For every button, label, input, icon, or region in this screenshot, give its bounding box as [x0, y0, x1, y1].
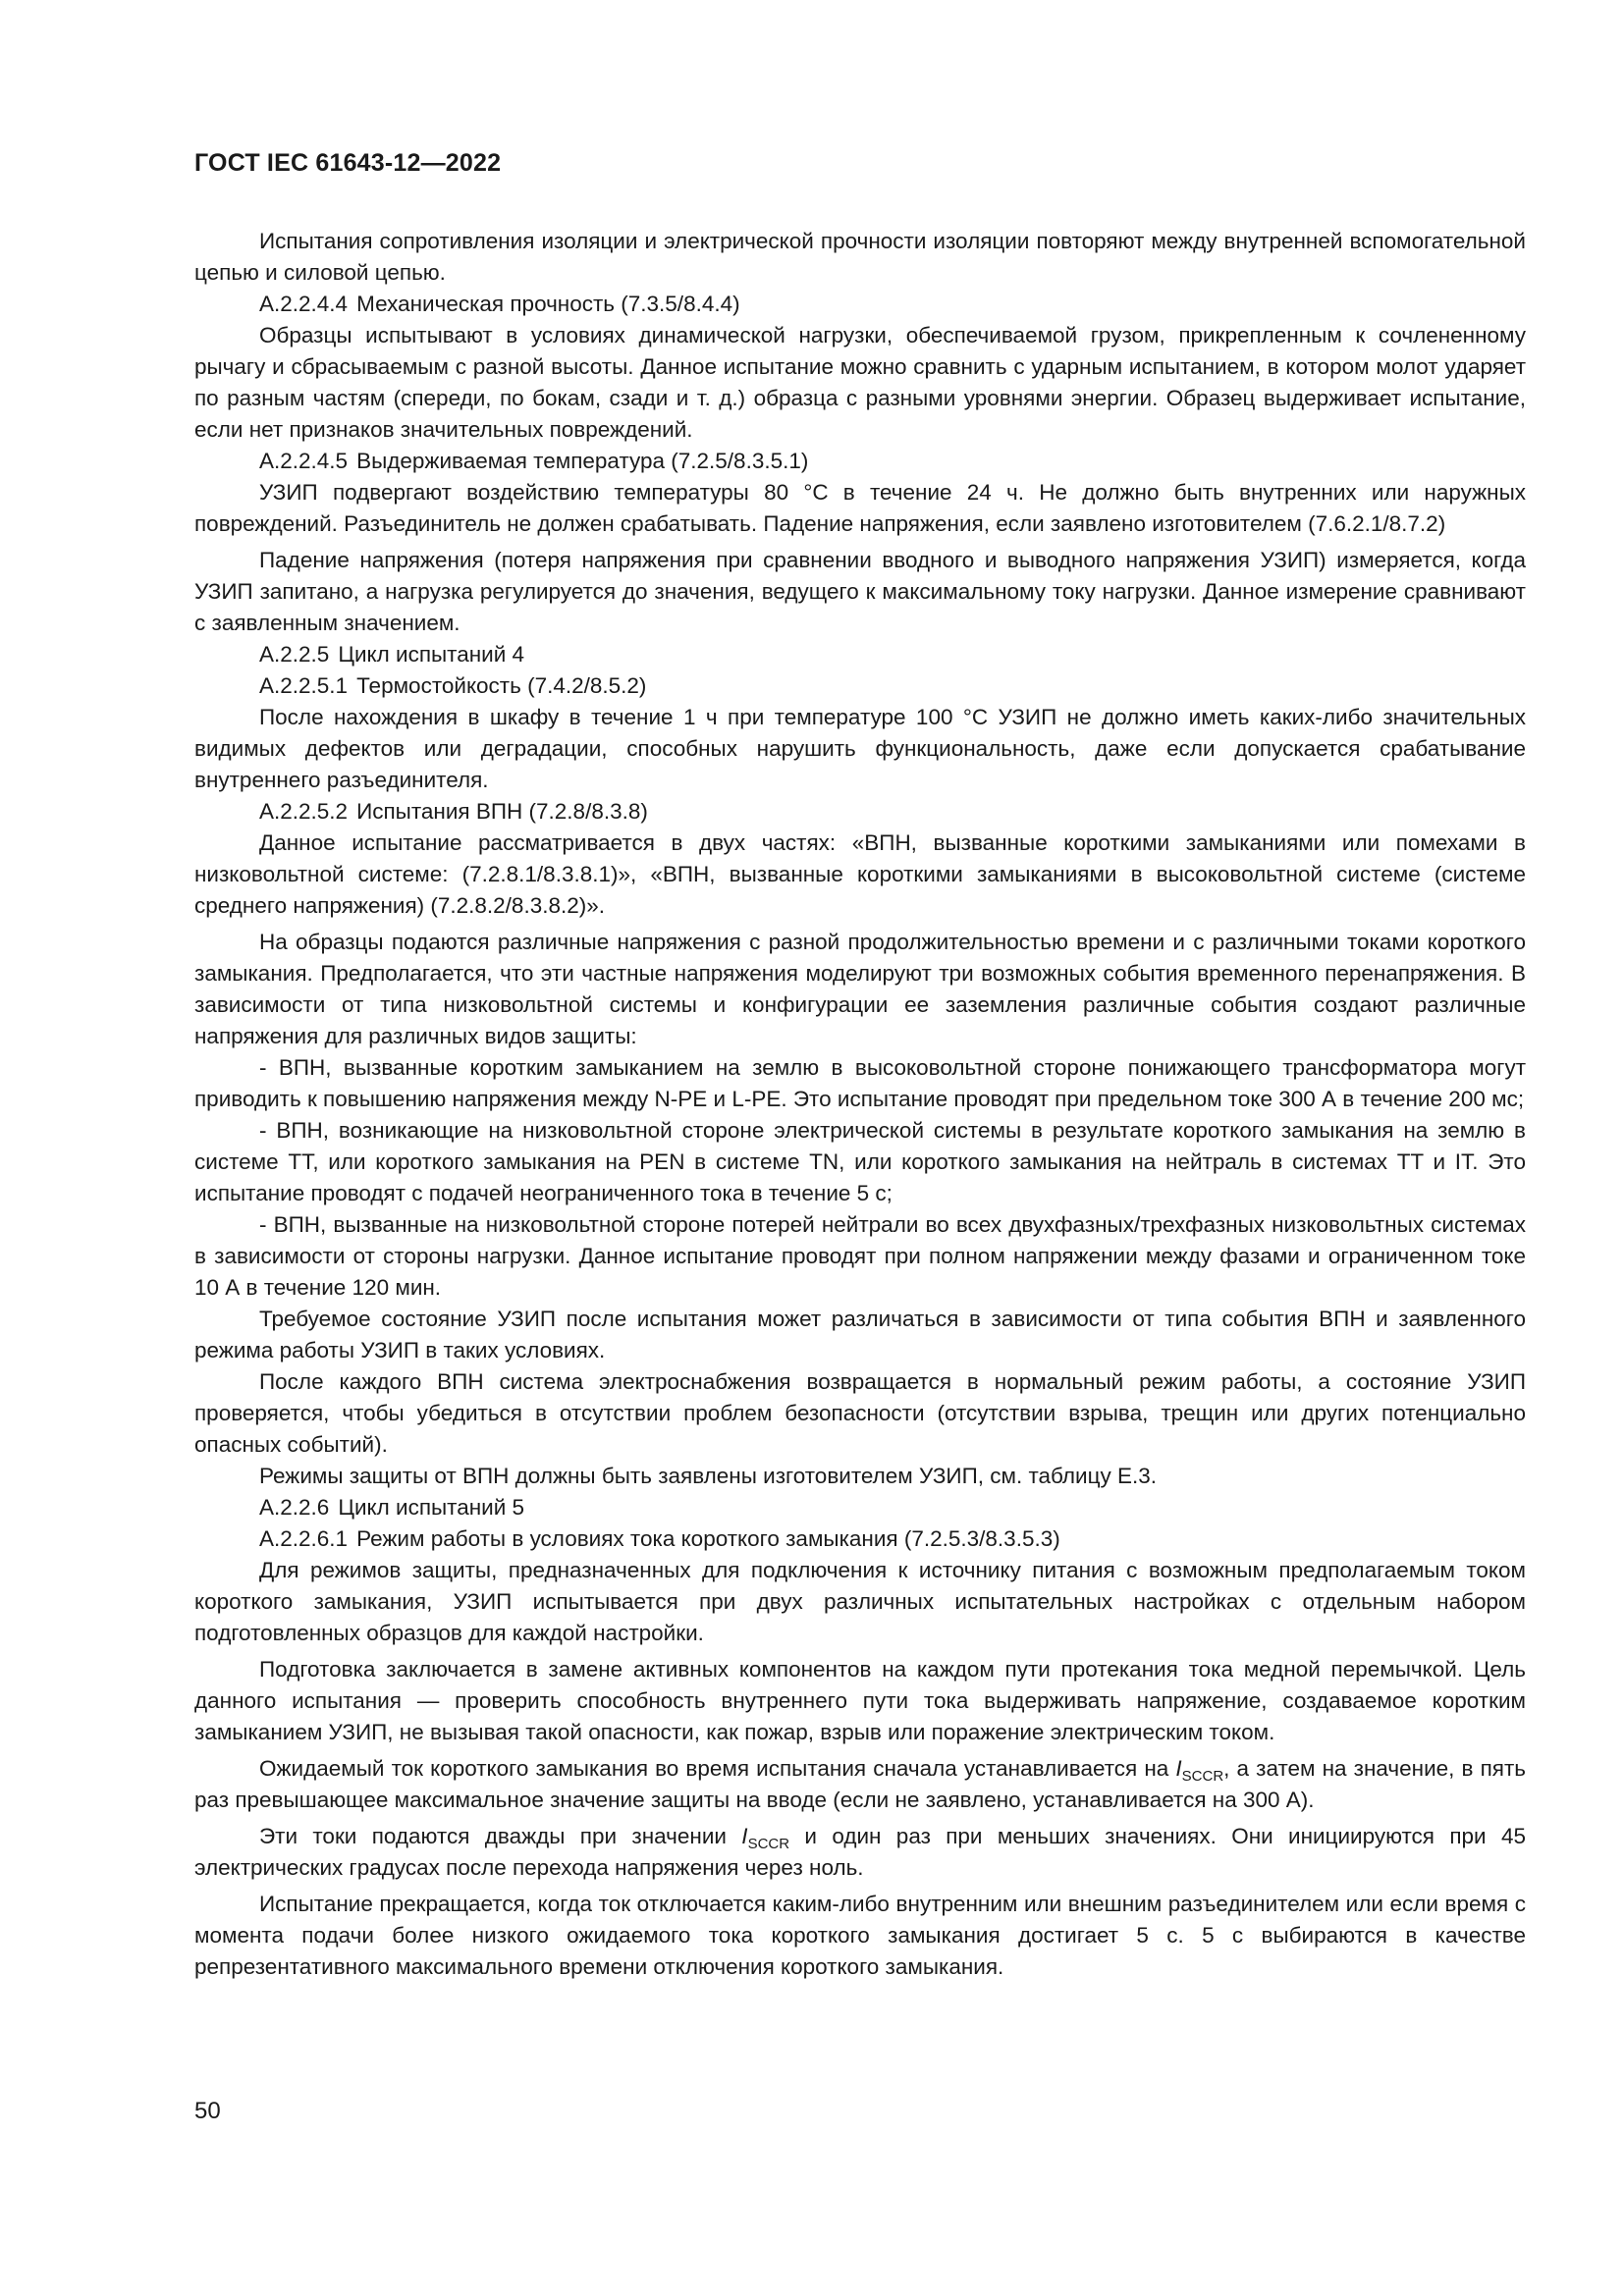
- section-heading-a2252: [194, 796, 1526, 828]
- section-title: Термостойкость (7.4.2/8.5.2): [356, 673, 647, 698]
- list-item: - ВПН, возникающие на низковольтной стороне электрической системы в результате короткого замыкания на землю в системе TT, или короткого замыкания на PEN в системе TN, или короткого замыкания на нейтраль в системах TT и IT. Это испытание проводят с подачей неограниченного тока в течение 5 с;: [194, 1118, 1526, 1205]
- paragraph: УЗИП подвергают воздействию температуры 80 °С в течение 24 ч. Не должно быть внутренних или наружных повреждений. Разъединитель не должен срабатывать. Падение напряжения, если заявлено изготовителем (7.6.2.1/8.7.2): [194, 480, 1526, 536]
- paragraph-isccr-2: [194, 1821, 1526, 1884]
- paragraph: На образцы подаются различные напряжения с разной продолжительностью времени и с различными токами короткого замыкания. Предполагается, что эти частные напряжения моделируют три возможных события временного перенапряжения. В зависимости от типа низковольтной системы и конфигурации ее заземления различные события создают различные напряжения для различных видов защиты:: [194, 930, 1526, 1048]
- section-heading-a2251: [194, 670, 1526, 702]
- paragraph: Испытания сопротивления изоляции и электрической прочности изоляции повторяют между внутренней вспомогательной цепью и силовой цепью.: [194, 229, 1526, 285]
- paragraph: Подготовка заключается в замене активных компонентов на каждом пути протекания тока медной перемычкой. Цель данного испытания — проверить способность внутреннего пути тока выдерживать напряжение, создаваемое коротким замыканием УЗИП, не вызывая такой опасности, как пожар, взрыв или поражение электрическим током.: [194, 1657, 1526, 1744]
- paragraph: Падение напряжения (потеря напряжения при сравнении вводного и выводного напряжения УЗИП) измеряется, когда УЗИП запитано, а нагрузка регулируется до значения, ведущего к максимальному току нагрузки. Данное измерение сравнивают с заявленным значением.: [194, 548, 1526, 635]
- page-number: 50: [194, 2098, 221, 2124]
- text-fragment: и один раз при меньших значениях. Они инициируются при 45 электрических градусах после перехода напряжения через ноль.: [194, 1824, 1526, 1880]
- paragraph: После нахождения в шкафу в течение 1 ч при температуре 100 °С УЗИП не должно иметь каких-либо значительных видимых дефектов или деградации, способных нарушить функциональность, даже если допускается срабатывание внутреннего разъединителя.: [194, 705, 1526, 792]
- section-heading-a225: [194, 639, 1526, 670]
- section-number: А.2.2.5.2: [259, 799, 349, 824]
- section-title: Выдерживаемая температура (7.2.5/8.3.5.1): [356, 449, 809, 473]
- section-heading-a2244: [194, 289, 1526, 320]
- section-title: Испытания ВПН (7.2.8/8.3.8): [356, 799, 648, 824]
- paragraph: После каждого ВПН система электроснабжения возвращается в нормальный режим работы, а состояние УЗИП проверяется, чтобы убедиться в отсутствии проблем безопасности (отсутствии взрыва, трещин или других потенциально опасных событий).: [194, 1369, 1526, 1457]
- text-fragment: , а затем на значение, в пять раз превышающее максимальное значение защиты на вводе (если не заявлено, устанавливается на 300 А).: [194, 1756, 1526, 1812]
- section-title: Механическая прочность (7.3.5/8.4.4): [356, 292, 740, 316]
- paragraph: Данное испытание рассматривается в двух частях: «ВПН, вызванные короткими замыканиями или помехами в низковольтной системе: (7.2.8.1/8.3.8.1)», «ВПН, вызванные короткими замыканиями в высоковольтной системе (системе среднего напряжения) (7.2.8.2/8.3.8.2)».: [194, 830, 1526, 918]
- section-number: А.2.2.6: [259, 1495, 330, 1520]
- section-title: Режим работы в условиях тока короткого замыкания (7.2.5.3/8.3.5.3): [356, 1526, 1060, 1551]
- symbol-subscript: SCCR: [747, 1836, 790, 1852]
- section-number: А.2.2.5.1: [259, 673, 349, 698]
- paragraph: Требуемое состояние УЗИП после испытания может различаться в зависимости от типа события ВПН и заявленного режима работы УЗИП в таких условиях.: [194, 1307, 1526, 1362]
- symbol-subscript: SCCR: [1181, 1768, 1224, 1785]
- paragraph: Для режимов защиты, предназначенных для подключения к источнику питания с возможным предполагаемым током короткого замыкания, УЗИП испытывается при двух различных испытательных настройках с отдельным набором подготовленных образцов для каждой настройки.: [194, 1558, 1526, 1645]
- section-title: Цикл испытаний 5: [338, 1495, 525, 1520]
- section-heading-a2261: [194, 1523, 1526, 1555]
- symbol-i: I: [1175, 1756, 1182, 1781]
- text-fragment: Ожидаемый ток короткого замыкания во время испытания сначала устанавливается на: [259, 1756, 1169, 1781]
- standard-title: ГОСТ IEC 61643-12—2022: [194, 149, 502, 177]
- paragraph: Испытание прекращается, когда ток отключается каким-либо внутренним или внешним разъединителем или если время с момента подачи более низкого ожидаемого тока короткого замыкания достигает 5 с. 5 с выбираются в качестве репрезентативного максимального времени отключения короткого замыкания.: [194, 1892, 1526, 1979]
- list-item: - ВПН, вызванные на низковольтной стороне потерей нейтрали во всех двухфазных/трехфазных низковольтных системах в зависимости от стороны нагрузки. Данное испытание проводят при полном напряжении между фазами и ограниченном токе 10 А в течение 120 мин.: [194, 1212, 1526, 1300]
- paragraph-isccr-1: [194, 1753, 1526, 1816]
- section-number: А.2.2.6.1: [259, 1526, 349, 1551]
- section-number: А.2.2.4.5: [259, 449, 349, 473]
- symbol-i: I: [741, 1824, 748, 1848]
- section-number: А.2.2.4.4: [259, 292, 349, 316]
- section-title: Цикл испытаний 4: [338, 642, 525, 667]
- section-heading-a226: [194, 1492, 1526, 1523]
- list-item: - ВПН, вызванные коротким замыканием на землю в высоковольтной стороне понижающего трансформатора могут приводить к повышению напряжения между N-PE и L-PE. Это испытание проводят при предельном токе 300 А в течение 200 мс;: [194, 1055, 1526, 1111]
- section-number: А.2.2.5: [259, 642, 330, 667]
- document-body: [194, 226, 1526, 1983]
- text-fragment: Эти токи подаются дважды при значении: [259, 1824, 727, 1848]
- paragraph: Режимы защиты от ВПН должны быть заявлены изготовителем УЗИП, см. таблицу Е.3.: [259, 1464, 1158, 1488]
- paragraph: Образцы испытывают в условиях динамической нагрузки, обеспечиваемой грузом, прикрепленным к сочлененному рычагу и сбрасываемым с разной высоты. Данное испытание можно сравнить с ударным испытанием, в котором молот ударяет по разным частям (спереди, по бокам, сзади и т. д.) образца с разными уровнями энергии. Образец выдерживает испытание, если нет признаков значительных повреждений.: [194, 323, 1526, 442]
- section-heading-a2245: [194, 446, 1526, 477]
